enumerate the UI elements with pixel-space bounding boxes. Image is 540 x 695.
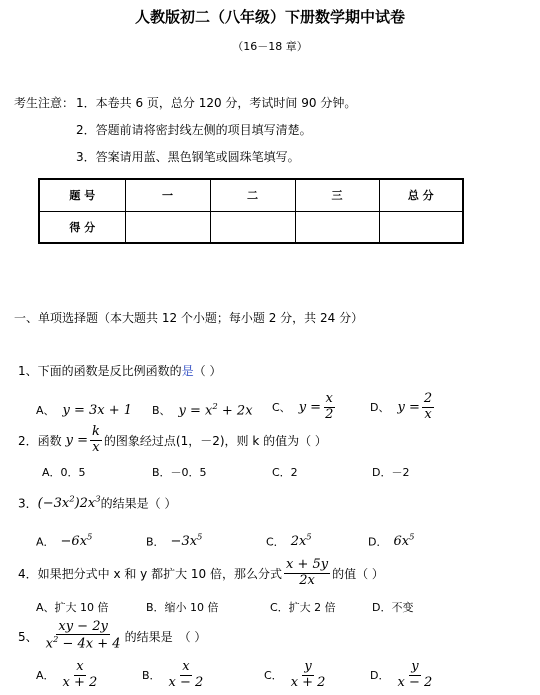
- q5-option-b: B． $\frac{x}{x - 2}$: [142, 659, 204, 690]
- chapter-range: （16－18 章）: [232, 40, 308, 53]
- section-heading: 一、单项选择题（本大题共 12 个小题；每小题 2 分，共 24 分）: [14, 311, 364, 325]
- q1-option-a-expr: y = 3x + 1: [62, 402, 133, 418]
- question-1-text: 1、下面的函数是反比例函数的: [18, 364, 182, 378]
- q4-option-a: A、扩大 10 倍: [36, 601, 109, 614]
- question-3-stem: [18, 494, 176, 511]
- score-row-label: 得 分: [39, 211, 125, 243]
- header-cell-part-3: 三: [295, 179, 379, 211]
- notice-item-3: 3．答案请用蓝、黑色钢笔或圆珠笔填写。: [76, 150, 300, 164]
- question-4-prefix: 4．如果把分式中 x 和 y 都扩大 10 倍，那么分式: [18, 566, 282, 581]
- score-cell-part-3[interactable]: [295, 211, 379, 243]
- q1-option-b-label: B、: [152, 404, 171, 417]
- notice-label: 考生注意：: [14, 96, 75, 110]
- score-cell-part-2[interactable]: [210, 211, 295, 243]
- question-2-prefix: 2．函数: [18, 433, 62, 448]
- q4-option-c: C．扩大 2 倍: [270, 601, 336, 614]
- question-2-suffix: 的图象经过点(1，－2)，则 k 的值为（ ）: [103, 433, 327, 448]
- header-cell-part-1: 一: [125, 179, 210, 211]
- question-4-suffix: 的值（ ）: [332, 566, 384, 581]
- q5-option-c: C． $\frac{y}{x + 2}$: [264, 659, 326, 690]
- score-table-header-row: [39, 179, 463, 211]
- question-5-stem: [18, 614, 206, 658]
- question-3-suffix: 的结果是（ ）: [100, 496, 177, 511]
- score-table-score-row: [39, 211, 463, 243]
- q2-option-c: C．2: [272, 466, 298, 479]
- question-4-fraction: $\frac{x + 5y}{2x}$: [286, 557, 329, 588]
- q3-option-a: A． $-6x^5$: [36, 532, 93, 550]
- q1-option-b-expr: $y = x^2 + 2x$: [178, 401, 253, 419]
- q4-option-d: D．不变: [372, 601, 414, 614]
- question-2-function-fraction: $\frac{k}{x}$: [92, 424, 100, 455]
- question-5-prefix: 5、: [18, 629, 38, 644]
- header-cell-question-number: 题 号: [39, 179, 125, 211]
- question-4-stem: [18, 553, 384, 593]
- q1-option-d-lhs: y =: [397, 399, 420, 415]
- q2-option-d: D．－2: [372, 466, 410, 479]
- q2-option-a: A．0．5: [42, 466, 86, 479]
- score-cell-part-1[interactable]: [125, 211, 210, 243]
- score-table: [38, 178, 464, 244]
- q5-option-a: A． $\frac{x}{x + 2}$: [36, 659, 98, 690]
- q2-option-b: B．－0．5: [152, 466, 207, 479]
- question-1-blank: （ ）: [193, 364, 222, 378]
- q5-option-d: D． $\frac{y}{x - 2}$: [370, 659, 433, 690]
- q1-option-c-fraction: $\frac{x}{2}$: [325, 391, 334, 422]
- q1-option-a-label: A、: [36, 404, 55, 417]
- question-5-fraction: $\frac{xy - 2y}{x^2 - 4x + 4}$: [45, 619, 121, 652]
- question-2-function-lhs: y =: [65, 432, 89, 448]
- question-3-expression: $(-3x^2)2x^3$: [37, 494, 101, 512]
- q4-option-b: B．缩小 10 倍: [146, 601, 219, 614]
- q3-option-b: B． $-3x^5$: [146, 532, 203, 550]
- notice-item-2: 2．答题前请将密封线左侧的项目填写清楚。: [76, 123, 312, 137]
- question-1-stem: [18, 362, 221, 379]
- notice-item-1: 1．本卷共 6 页，总分 120 分，考试时间 90 分钟。: [76, 96, 357, 110]
- q3-option-c: C． $2x^5$: [266, 532, 312, 550]
- score-cell-total[interactable]: [379, 211, 463, 243]
- q3-option-d: D． $6x^5$: [368, 532, 415, 550]
- exam-title: 人教版初二（八年级）下册数学期中试卷: [134, 8, 405, 26]
- question-1-highlight: 是: [181, 364, 194, 378]
- question-5-suffix: 的结果是 （ ）: [124, 629, 207, 644]
- question-3-prefix: 3．: [18, 496, 38, 511]
- header-cell-part-2: 二: [210, 179, 295, 211]
- q1-option-d-fraction: $\frac{2}{x}$: [423, 391, 433, 422]
- header-cell-total: 总 分: [379, 179, 463, 211]
- q1-option-d-label: D、: [370, 401, 390, 414]
- q1-option-c-label: C、: [272, 401, 291, 414]
- q1-option-c-lhs: y =: [298, 399, 322, 415]
- question-2-stem: [18, 420, 327, 460]
- q1-option-d: [370, 386, 436, 428]
